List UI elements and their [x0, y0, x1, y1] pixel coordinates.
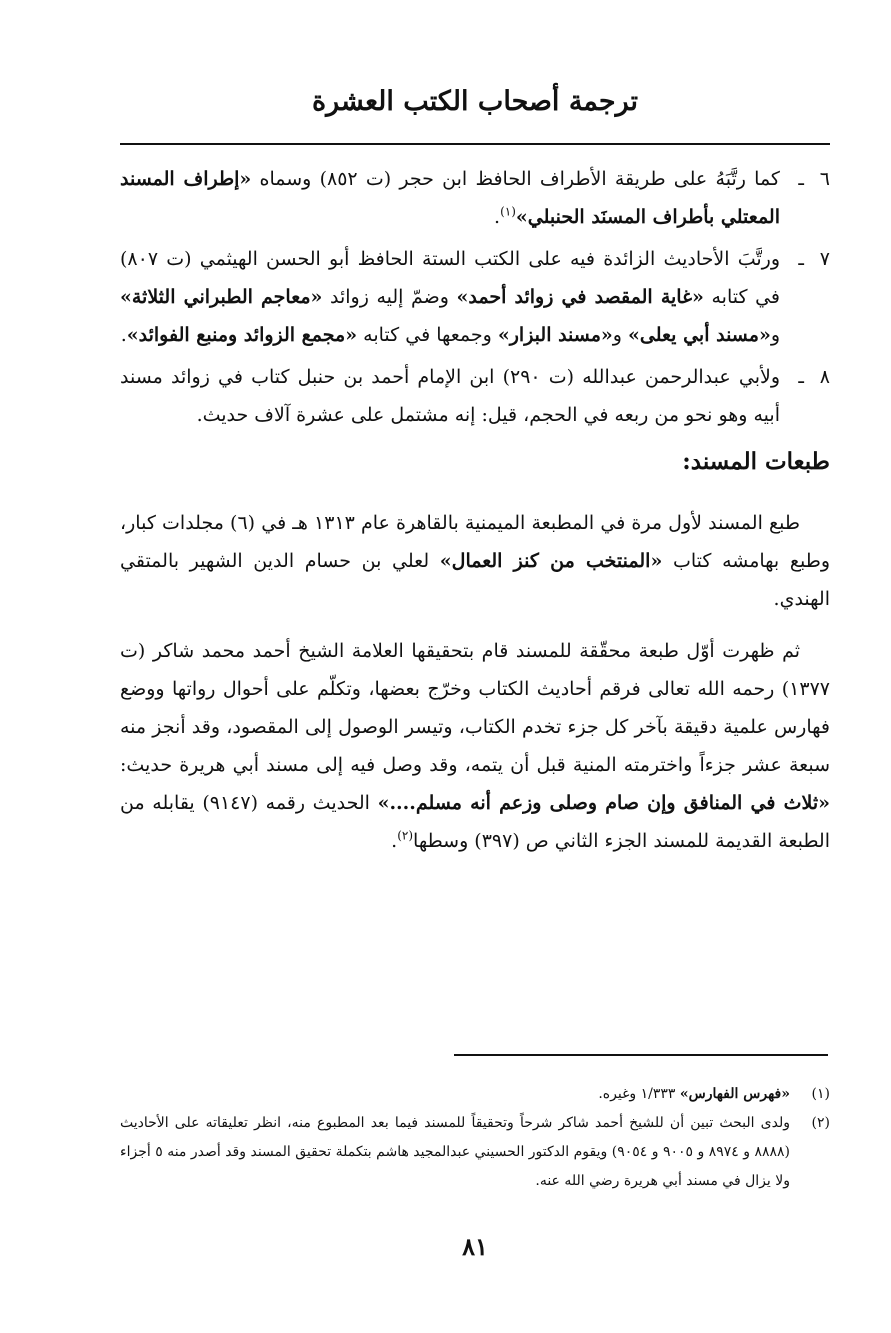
item-text: ورتَّبَ الأحاديث الزائدة فيه على الكتب الستة الحافظ أبو الحسن الهيثمي (ت ٨٠٧) في كتابه	[120, 248, 781, 308]
item-text: وضمّ إليه زوائد	[322, 286, 457, 308]
book-title: «المنتخب من كنز العمال»	[439, 550, 663, 572]
running-header: ترجمة أصحاب الكتب العشرة	[311, 86, 639, 117]
book-title: «معاجم الطبراني الثلاثة»	[120, 286, 323, 308]
book-title: «إطراف المسند المعتلي بأطراف المسنَد الحنبلي»	[120, 168, 780, 228]
footnote-text: ولدى البحث تبين أن للشيخ أحمد شاكر شرحاً وتحقيقاً للمسند فيما بعد المطبوع منه، انظر تعليقاته على الأحاديث (٨٨٨٨ و ٨٩٧٤ و ٩٠٠٥ و ٩٠٥٤) ويقوم الدكتور الحسيني عبدالمجيد هاشم بتكملة تحقيق المسند وقد أصدر منه ٥ أجزاء ولا يزال في مسند أبي هريرة رضي الله عنه.	[120, 1115, 790, 1189]
list-item-7	[120, 240, 830, 354]
item-number: ٦	[819, 168, 830, 190]
paragraph-text: .	[391, 830, 398, 852]
footnote-ref: (٢)	[397, 828, 414, 843]
main-text	[120, 160, 830, 874]
item-dash: ـ	[798, 168, 804, 190]
item-number: ٧	[819, 248, 830, 270]
footnote-rule	[454, 1054, 828, 1056]
item-text: و	[612, 324, 629, 346]
footnote-ref: (١)	[500, 204, 516, 219]
item-dash: ـ	[798, 248, 804, 270]
item-text: .	[494, 206, 501, 228]
paragraph-critical-edition	[120, 632, 830, 860]
footnote-text: ١/٣٣٣ وغيره.	[598, 1086, 680, 1102]
list-item-8	[120, 358, 830, 434]
item-number: ٨	[819, 366, 830, 388]
book-title: «مسند البزار»	[497, 324, 613, 346]
page-number: ٨١	[462, 1232, 488, 1261]
book-title: «مسند أبي يعلى»	[628, 324, 771, 346]
item-text: وجمعها في كتابه	[357, 324, 498, 346]
footnote-1	[120, 1080, 830, 1109]
hadith-quote: «ثلاث في المنافق وإن صام وصلى وزعم أنه مسلم....»	[377, 792, 830, 814]
item-dash: ـ	[798, 366, 804, 388]
paragraph-text: ثم ظهرت أوّل طبعة محقّقة للمسند قام بتحقيقها العلامة الشيخ أحمد محمد شاكر (ت ١٣٧٧) رحمه الله تعالى فرقم أحاديث الكتاب وخرّج بعضها، وتكلّم على أحوال رواتها ووضع فهارس علمية دقيقة بآخر كل جزء تخدم الكتاب، وتيسر الوصول إلى المقصود، وقد أنجز منه سبعة عشر جزءاً واخترمته المنية قبل أن يتمه، وقد وصل فيه إلى مسند أبي هريرة حديث:	[120, 640, 830, 776]
footnote-number: (١)	[811, 1086, 830, 1102]
book-title: «مجمع الزوائد ومنبع الفوائد»	[126, 324, 358, 346]
footnote-number: (٢)	[811, 1115, 830, 1131]
footnotes	[120, 1080, 830, 1196]
paragraph-text: الحديث رقمه (٩١٤٧) يقابله من الطبعة القديمة للمسند الجزء الثاني ص (٣٩٧) وسطها	[120, 792, 830, 852]
header-rule	[120, 143, 830, 145]
paragraph-first-print	[120, 504, 830, 618]
book-title: «غاية المقصد في زوائد أحمد»	[456, 286, 704, 308]
list-item-6	[120, 160, 830, 236]
book-title: «فهرس الفهارس»	[679, 1086, 790, 1102]
item-text: كما رتَّبَهُ على طريقة الأطراف الحافظ ابن حجر (ت ٨٥٢) وسماه	[251, 168, 780, 190]
paragraph-text: طبع المسند لأول مرة في المطبعة الميمنية بالقاهرة عام ١٣١٣ هـ في (٦) مجلدات كبار، وطبع بهامشه كتاب	[120, 512, 831, 572]
paragraph-text: لعلي بن حسام الدين الشهير بالمتقي الهندي.	[120, 550, 830, 610]
section-heading: طبعات المسند:	[682, 448, 830, 475]
footnote-2	[120, 1109, 830, 1196]
item-text: .	[120, 324, 127, 346]
item-text: ولأبي عبدالرحمن عبدالله (ت ٢٩٠) ابن الإمام أحمد بن حنبل كتاب في زوائد مسند أبيه وهو نحو من ربعه في الحجم، قيل: إنه مشتمل على عشرة آلاف حديث.	[120, 366, 781, 426]
item-text: و	[770, 324, 780, 346]
